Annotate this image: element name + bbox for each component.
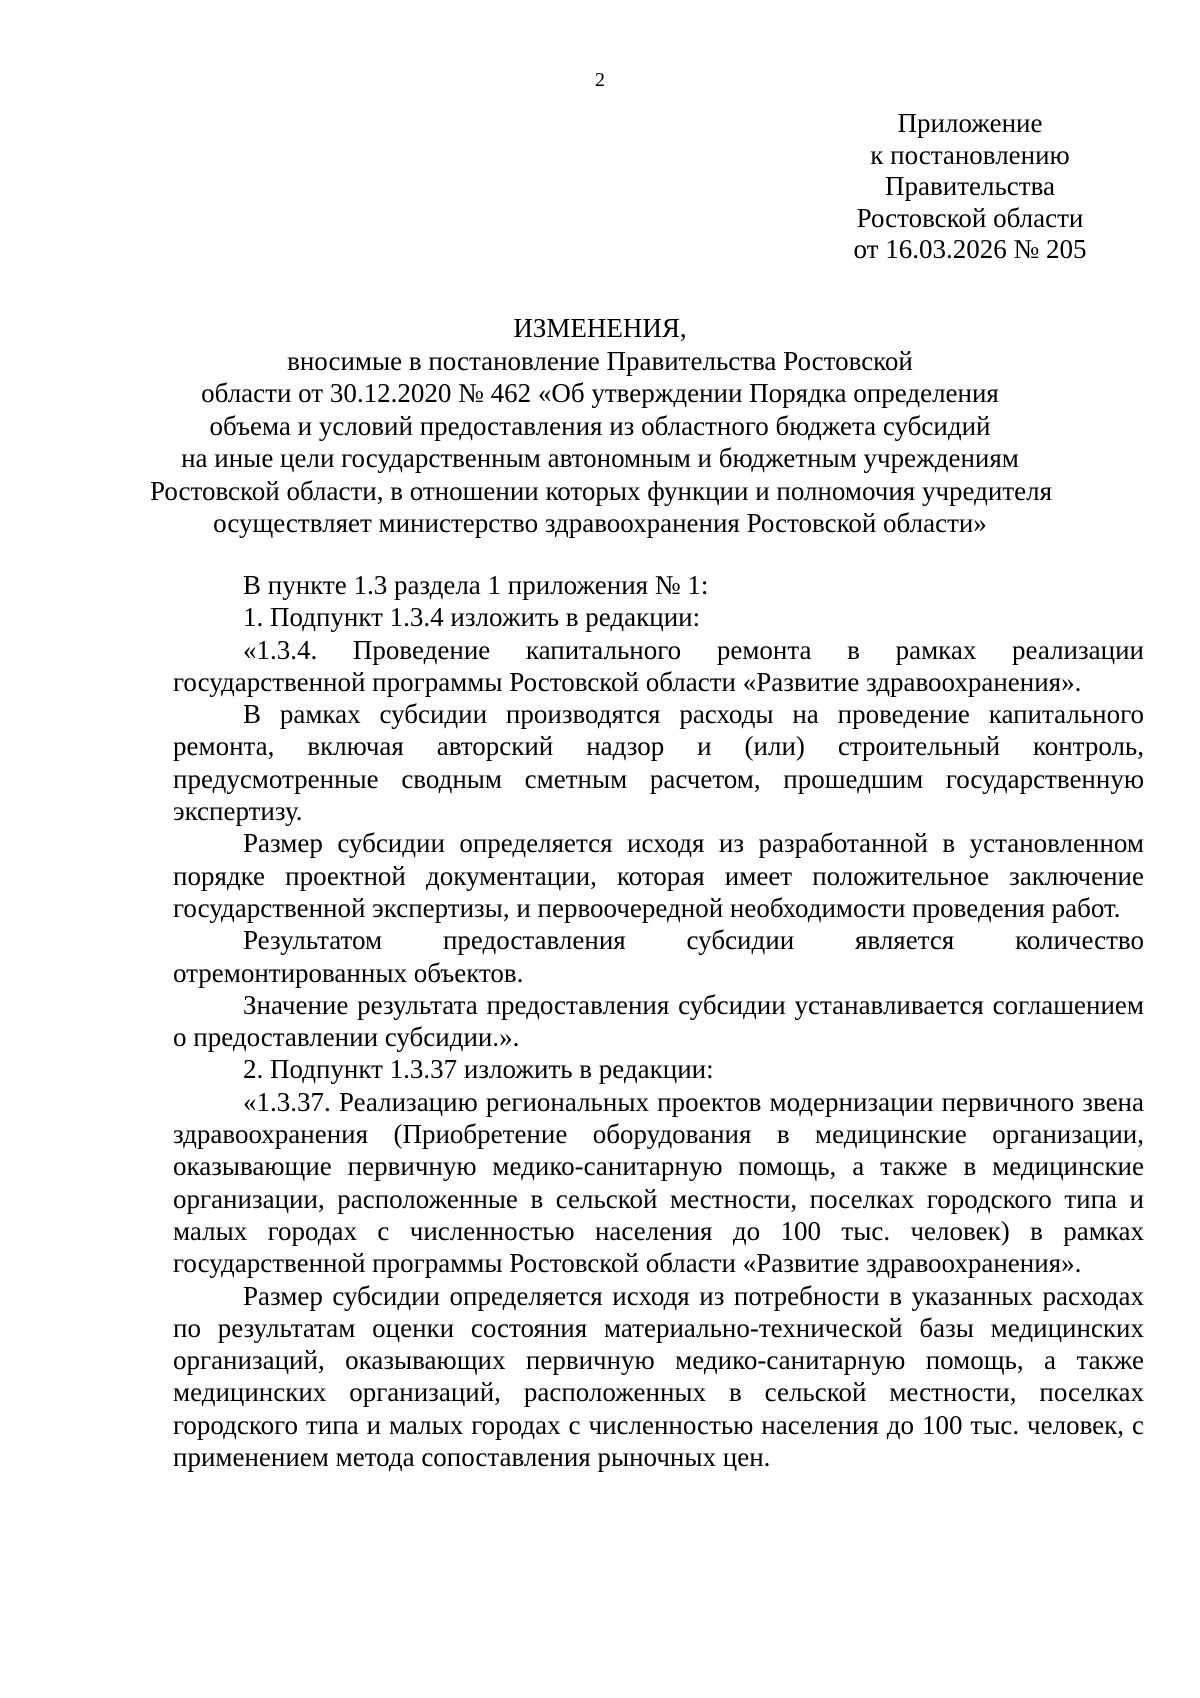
paragraph: В рамках субсидии производятся расходы на проведение капитального ремонта, включая авторский надзор и (или) строительный контроль, предусмотренные сводным сметным расчетом, прошедшим государственную экспертизу.: [173, 699, 1144, 827]
heading-title: ИЗМЕНЕНИЯ,: [513, 313, 687, 343]
heading-line: вносимые в постановление Правительства Ростовской: [287, 345, 913, 376]
document-heading: [150, 312, 1053, 540]
paragraph: Значение результата предоставления субсидии устанавливается соглашением о предоставлении субсидии.».: [173, 989, 1144, 1053]
paragraph: 1. Подпункт 1.3.4 изложить в редакции:: [243, 602, 701, 633]
heading-line: объема и условий предоставления из областного бюджета субсидий: [209, 410, 991, 441]
appendix-block: [830, 108, 1110, 266]
heading-line: осуществляет министерство здравоохранения Ростовской области»: [213, 508, 987, 538]
paragraph: В пункте 1.3 раздела 1 приложения № 1:: [243, 570, 709, 600]
paragraph: «1.3.37. Реализацию региональных проектов модернизации первичного звена здравоохранения (Приобретение оборудования в медицинские организации, оказывающие первичную медико-санитарную помощь, а также в медицинские организации, расположенные в сельской местности, поселках городского типа и малых городах с численностью населения до 100 тыс. человек) в рамках государственной программы Ростовской области «Развитие здравоохранения».: [173, 1086, 1144, 1279]
heading-line: на иные цели государственным автономным и бюджетным учреждениям: [181, 443, 1019, 473]
paragraph: Результатом предоставления субсидии является количество отремонтированных объектов.: [173, 925, 1144, 988]
document-body: [173, 569, 1144, 1473]
appendix-date-number: от 16.03.2026 № 205: [853, 234, 1087, 264]
heading-line: области от 30.12.2020 № 462 «Об утверждении Порядка определения: [201, 378, 999, 408]
appendix-line: Правительства: [885, 171, 1055, 201]
appendix-line: Ростовской области: [856, 202, 1084, 233]
paragraph: Размер субсидии определяется исходя из потребности в указанных расходах по результатам оценки состояния материально-технической базы медицинских организаций, оказывающих первичную медико-санитарную помощь, а также медицинских организаций, расположенных в сельской местности, поселках городского типа и малых городах с численностью населения до 100 тыс. человек, с применением метода сопоставления рыночных цен.: [173, 1280, 1144, 1473]
paragraph: «1.3.4. Проведение капитального ремонта в рамках реализации государственной программы Ростовской области «Развитие здравоохранения».: [173, 634, 1144, 697]
heading-line: Ростовской области, в отношении которых функции и полномочия учредителя: [150, 475, 1053, 506]
appendix-line: к постановлению: [870, 139, 1070, 170]
paragraph: Размер субсидии определяется исходя из разработанной в установленном порядке проектной документации, которая имеет положительное заключение государственной экспертизы, и первоочередной необходимости проведения работ.: [173, 828, 1144, 923]
page-number: 2: [595, 69, 605, 91]
appendix-line: Приложение: [897, 108, 1043, 138]
paragraph: 2. Подпункт 1.3.37 изложить в редакции:: [243, 1054, 714, 1085]
